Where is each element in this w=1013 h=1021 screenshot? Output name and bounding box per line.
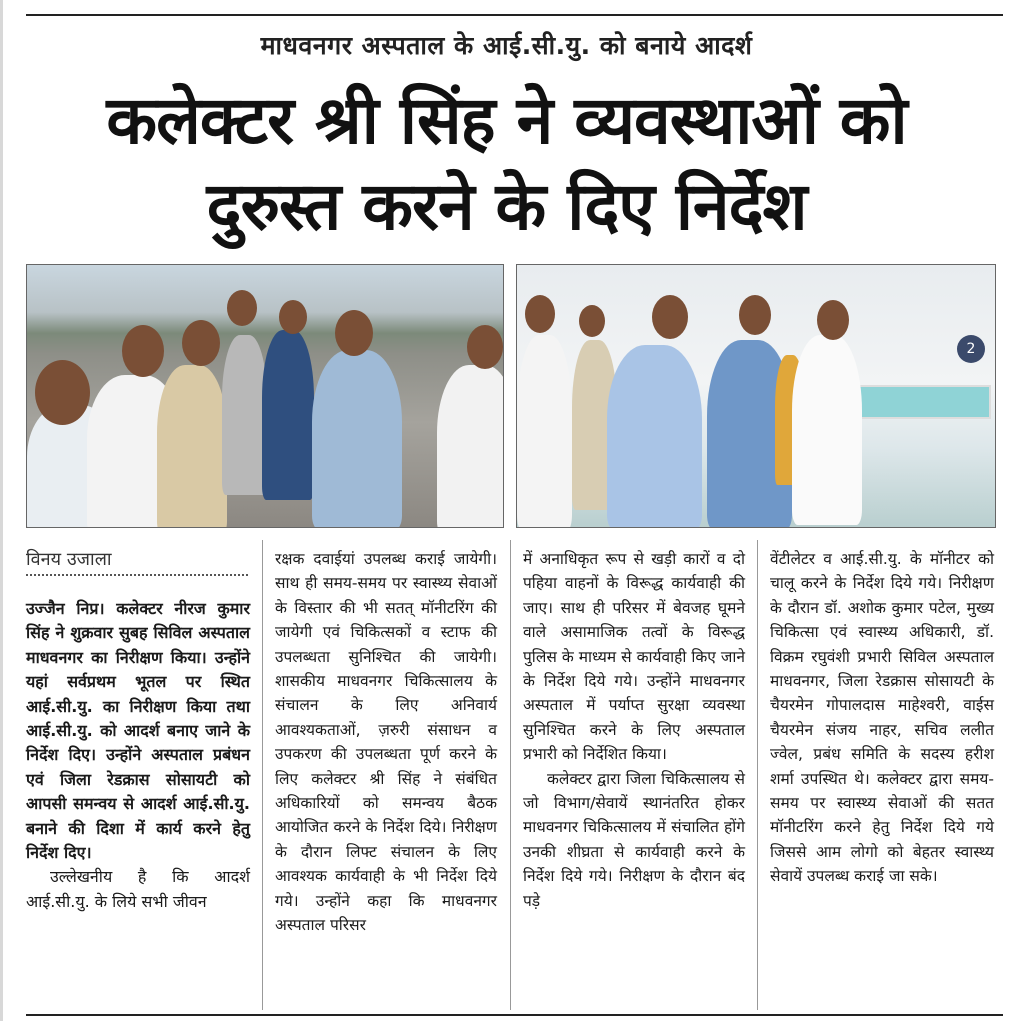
person-head	[739, 295, 771, 335]
column-divider	[510, 540, 511, 1010]
top-rule	[26, 14, 1003, 16]
person-figure	[262, 330, 314, 500]
kicker-headline: माधवनगर अस्पताल के आई.सी.यु. को बनाये आदर्श	[260, 31, 753, 60]
person-figure	[222, 335, 267, 495]
hospital-bed	[857, 385, 991, 419]
inspection-photo-ward	[516, 264, 996, 528]
person-figure	[792, 335, 862, 525]
person-figure	[607, 345, 702, 528]
bottom-rule	[26, 1014, 1003, 1016]
person-figure	[437, 365, 504, 528]
person-head	[652, 295, 688, 339]
body-paragraph: में अनाधिकृत रूप से खड़ी कारों व दो पहिया वाहनों के विरूद्ध कार्यवाही की जाए। साथ ही परिसर में बेवजह घूमने वाले असामाजिक तत्वों के विरूद्ध पुलिस के माध्यम से कार्यवाही किए जाने के निर्देश दिये गये। उन्होंने माधवनगर अस्पताल में पर्याप्त सुरक्षा व्यवस्था सुनिश्चित करने के लिए अस्पताल प्रभारी को निर्देशित किया।	[523, 550, 745, 764]
column-divider	[262, 540, 263, 1010]
main-headline	[0, 78, 1013, 250]
column-divider	[757, 540, 758, 1010]
person-head	[579, 305, 605, 337]
person-head	[525, 295, 555, 333]
person-head	[182, 320, 220, 366]
body-paragraph: रक्षक दवाईयां उपलब्ध कराई जायेगी। साथ ही समय-समय पर स्वास्थ्य सेवाओं के विस्तार की भी सतत् मॉनीटरिंग की जायेगी एवं चिकित्सकों व स्टाफ की उपलब्धता सुनिश्चित की जायेगी। शासकीय माधवनगर चिकित्सालय के संचालन के लिए अनिवार्य आवश्यकताओं, ज़रुरी संसाधन व उपकरण की उपलब्धता पूर्ण करने के लिए कलेक्टर श्री सिंह ने संबंधित अधिकारियों को समन्वय बैठक आयोजित करने के निर्देश दिये। निरीक्षण के दौरान लिफ्ट संचालन के लिए आवश्यक कार्यवाही के भी निर्देश दिये गये। उन्होंने कहा कि माधवनगर अस्पताल परिसर	[275, 550, 497, 935]
person-head	[467, 325, 503, 369]
lead-paragraph: उज्जैन निप्र। कलेक्टर नीरज कुमार सिंह ने शुक्रवार सुबह सिविल अस्पताल माधवनगर का निरीक्षण किया। उन्होंने यहां सर्वप्रथम भूतल पर स्थित आई.सी.यु. का निरीक्षण किया तथा आई.सी.यु. को आदर्श बनाए जाने के निर्देश दिए। उन्होंने अस्पताल प्रबंधन एवं जिला रेडक्रास सोसायटी को आपसी समन्वय से आदर्श आई.सी.यु. बनाने की दिशा में कार्य करने हेतु निर्देश दिए।	[26, 599, 250, 863]
inspection-photo-street	[26, 264, 504, 528]
article-column-2	[275, 547, 497, 938]
body-paragraph: वेंटीलेटर व आई.सी.यु. के मॉनीटर को चालू करने के निर्देश दिये गये। निरीक्षण के दौरान डॉ. अशोक कुमार पटेल, मुख्य चिकित्सा एवं स्वास्थ्य अधिकारी, डॉ. विक्रम रघुवंशी प्रभारी सिविल अस्पताल माधवनगर, जिला रेडक्रास सोसायटी के चैयरमेन गोपालदास माहेश्वरी, वाईस चैयरमेन संजय नाहर, सचिव ललीत ज्वेल, प्रबंध समिति के सदस्य हरीश शर्मा उपस्थित थे। कलेक्टर द्वारा समय-समय पर स्वास्थ्य सेवाओं की सतत मॉनीटरिंग करने हेतु निर्देश दिये गये जिससे आम लोगो को बेहतर स्वास्थ्य सेवायें उपलब्ध कराई जा सके।	[770, 550, 994, 886]
article-column-3	[523, 547, 745, 913]
byline-divider	[26, 574, 248, 576]
headline-line-2: दुरुस्त करने के दिए निर्देश	[206, 168, 807, 245]
person-head	[335, 310, 373, 356]
article-column-1	[26, 597, 250, 914]
headline-line-1: कलेक्टर श्री सिंह ने व्यवस्थाओं को	[106, 82, 907, 159]
person-head	[817, 300, 849, 340]
person-figure	[517, 335, 572, 528]
person-head	[279, 300, 307, 334]
article-column-4	[770, 547, 994, 889]
person-head	[122, 325, 164, 377]
byline: विनय उजाला	[26, 549, 112, 570]
ward-number-sign: 2	[957, 335, 985, 363]
person-figure	[312, 350, 402, 528]
person-head	[227, 290, 257, 326]
body-paragraph: कलेक्टर द्वारा जिला चिकित्सालय से जो विभाग/सेवायें स्थानंतरित होकर माधवनगर चिकित्सालय में संचालित होंगे उनकी शीघ्रता से कार्यवाही करने के निर्देश दिये गये। निरीक्षण के दौरान बंद पड़े	[523, 769, 745, 910]
body-paragraph: उल्लेखनीय है कि आदर्श आई.सी.यु. के लिये सभी जीवन	[26, 867, 250, 911]
person-head	[35, 360, 90, 425]
person-figure	[157, 365, 227, 528]
